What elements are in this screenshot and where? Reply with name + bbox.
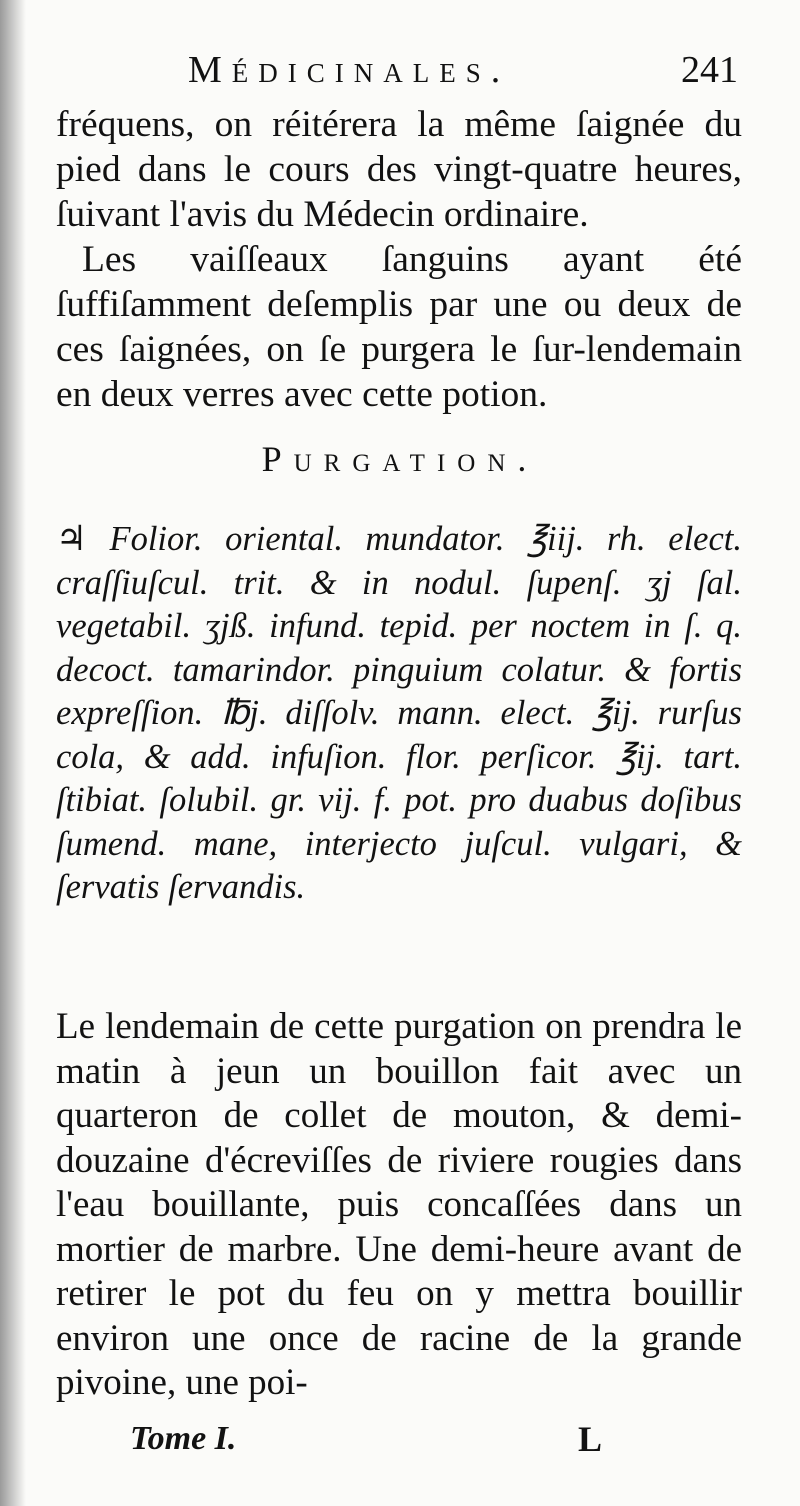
page-footer [0,1420,800,1470]
page-gutter-shadow [0,0,26,1506]
paragraph-bouillon: Le lendemain de cette purgation on prendra le matin à jeun un bouillon fait avec un quarteron de collet de mouton, & demi-douzaine d'écreviſſes de riviere rougies dans l'eau bouillante, puis concaſſées dans un mortier de marbre. Une demi-heure avant de retirer le pot du feu on y mettra bouillir environ une once de racine de la grande pivoine, une poi- [56,1006,742,1403]
section-heading: Purgation. [261,439,539,479]
running-head: Médicinales. [188,49,511,91]
paragraph-vessels: Les vaiſſeaux ſanguins ayant été ſuffiſamment deſemplis par une ou deux de ces ſaignées, on ſe purgera le ſur-lendemain en deux verres avec cette potion. [56,239,742,415]
recipe-prescription: ♃ Folior. oriental. mundator. ℥iij. rh. elect. craſſiuſcul. trit. & in nodul. ſupenſ. ʒj ſal. vegetabil. ʒjß. infund. tepid. per noctem in ſ. q. decoct. tamarindor. pinguium colatur. & fortis expreſſion. ℔j. diſſolv. mann. elect. ℥ij. rurſus cola, & add. infuſion. flor. perſicor. ℥ij. tart. ſtibiat. ſolubil. gr. vij. f. pot. pro duabus doſibus ſumend. mane, interjecto juſcul. vulgari, & ſervatis ſervandis. [56,520,742,906]
volume-label: Tome I. [130,1420,237,1457]
signature-mark: L [578,1419,603,1459]
page-header [60,40,740,100]
page-number: 241 [681,49,738,91]
paragraph-continuation: fréquens, on réitérera la même ſaignée du pied dans le cours des vingt-quatre heures, ſuivant l'avis du Médecin ordinaire. [56,104,742,235]
